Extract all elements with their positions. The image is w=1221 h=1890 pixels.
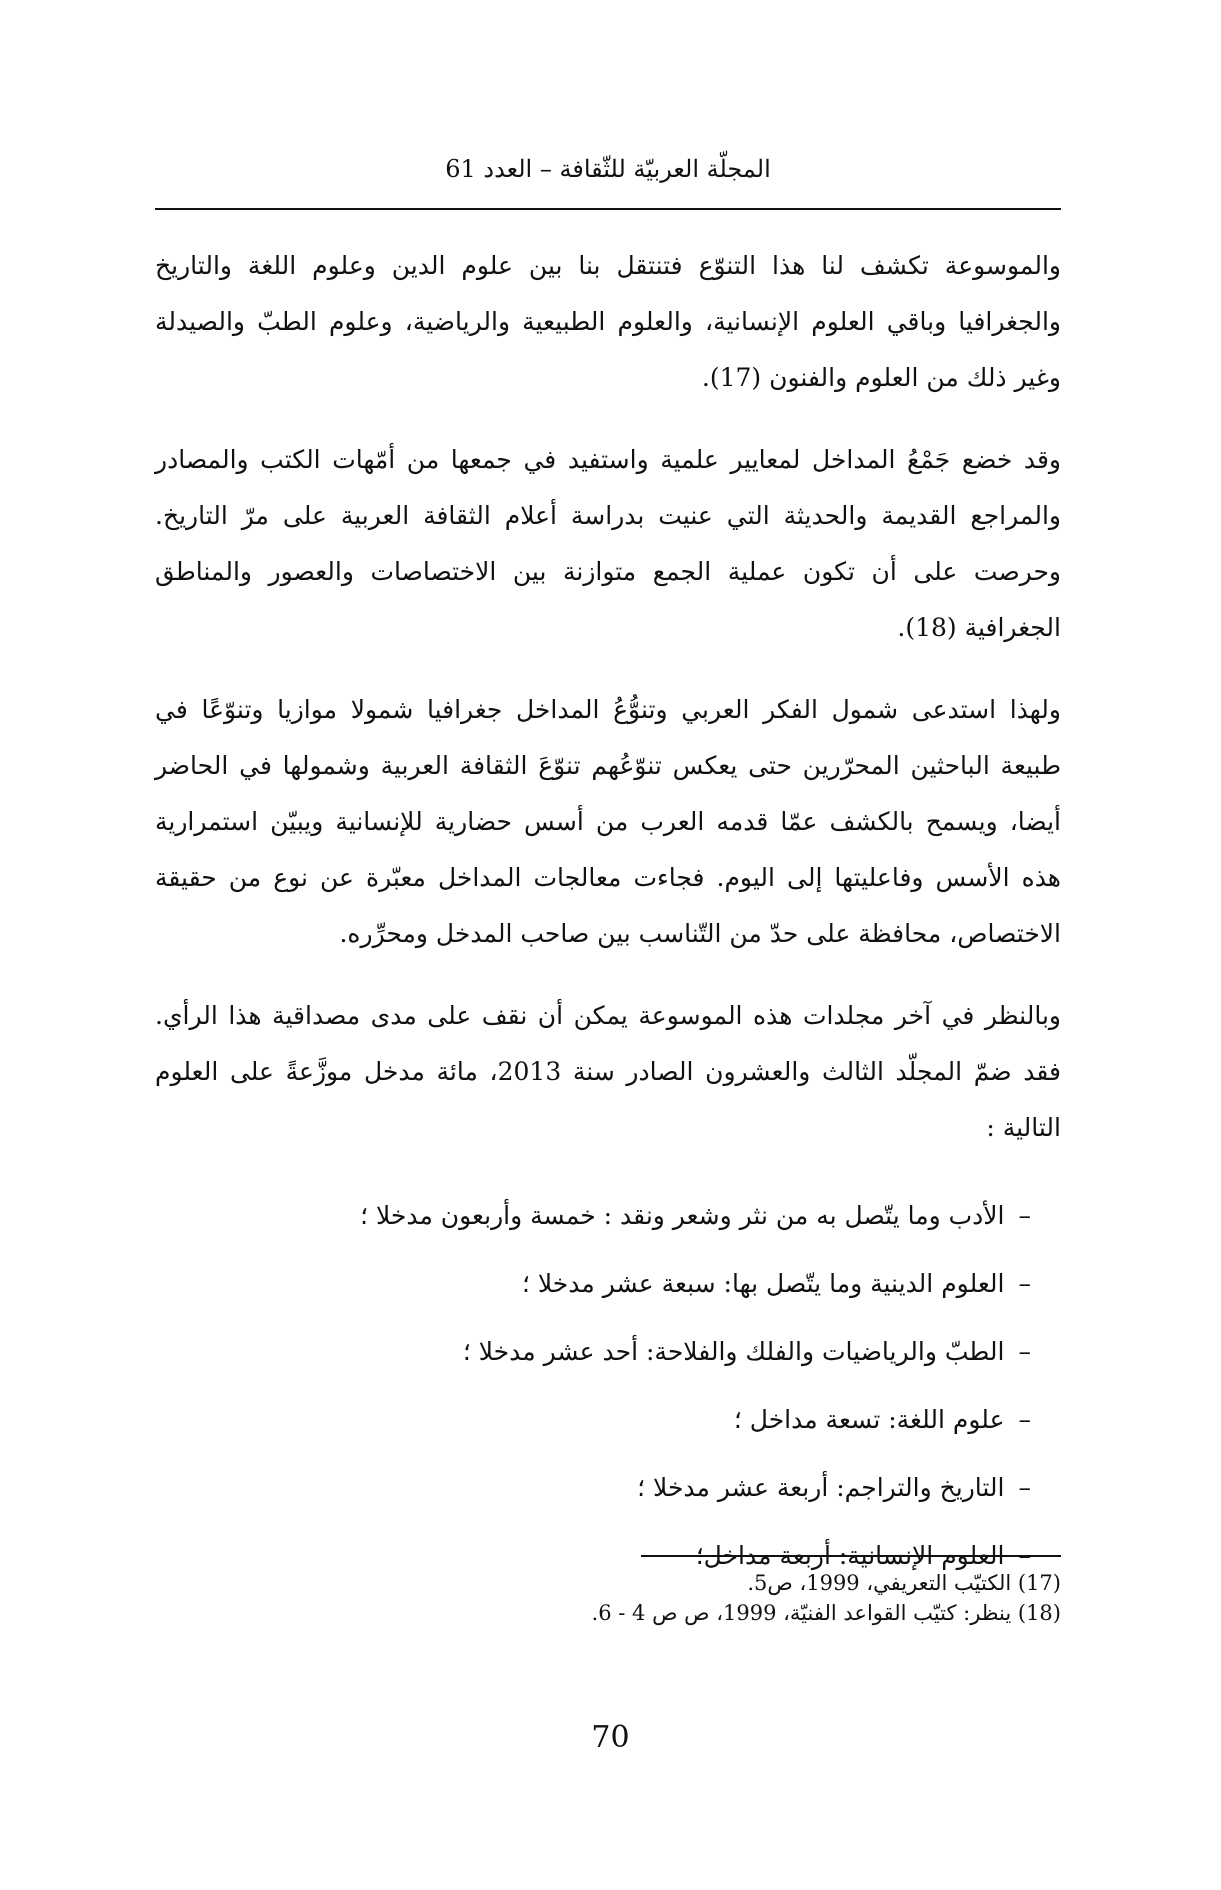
- page-number: 70: [591, 1720, 630, 1755]
- dash-bullet-icon: –: [1018, 1541, 1031, 1570]
- list-item: –العلوم الإنسانية: أربعة مداخل؛: [695, 1541, 1031, 1570]
- footnote-18: (18) ينظر: كتيّب القواعد الفنيّة، 1999، ص ص 4 - 6.: [591, 1601, 1061, 1625]
- list-item: –التاريخ والتراجم: أربعة عشر مدخلا ؛: [637, 1473, 1031, 1502]
- header-divider: [155, 208, 1061, 210]
- footnotes: [155, 1568, 1061, 1628]
- running-header: المجلّة العربيّة للثّقافة – العدد 61: [445, 155, 771, 183]
- paragraph-1: والموسوعة تكشف لنا هذا التنوّع فتنتقل بنا بين علوم الدين وعلوم اللغة والتاريخ والجغرافيا وباقي العلوم الإنسانية، والعلوم الطبيعية والرياضية، وعلوم الطبّ والصيدلة وغير ذلك من العلوم والفنون (17).: [155, 251, 1061, 392]
- paragraph-3: ولهذا استدعى شمول الفكر العربي وتنوُّعُ المداخل جغرافيا شمولا موازيا وتنوّعًا في طبيعة الباحثين المحرّرين حتى يعكس تنوّعُهم تنوّعَ الثقافة العربية وشمولها في الحاضر أيضا، ويسمح بالكشف عمّا قدمه العرب من أسس حضارية للإنسانية ويبيّن استمرارية هذه الأسس وفاعليتها إلى اليوم. فجاءت معالجات المداخل معبّرة عن نوع من حقيقة الاختصاص، محافظة على حدّ من التّناسب بين صاحب المدخل ومحرِّره.: [155, 695, 1061, 948]
- topics-list: [155, 1182, 1061, 1590]
- list-item: –الطبّ والرياضيات والفلك والفلاحة: أحد عشر مدخلا ؛: [462, 1337, 1031, 1366]
- dash-bullet-icon: –: [1018, 1405, 1031, 1434]
- footnote-17: (17) الكتيّب التعريفي، 1999، ص5.: [747, 1571, 1061, 1595]
- list-item: –الأدب وما يتّصل به من نثر وشعر ونقد : خمسة وأربعون مدخلا ؛: [360, 1201, 1031, 1230]
- paragraph-2: وقد خضع جَمْعُ المداخل لمعايير علمية واستفيد في جمعها من أمّهات الكتب والمصادر والمراجع القديمة والحديثة التي عنيت بدراسة أعلام الثقافة العربية على مرّ التاريخ. وحرصت على أن تكون عملية الجمع متوازنة بين الاختصاصات والعصور والمناطق الجغرافية (18).: [155, 445, 1061, 642]
- dash-bullet-icon: –: [1018, 1269, 1031, 1298]
- dash-bullet-icon: –: [1018, 1201, 1031, 1230]
- list-item: –علوم اللغة: تسعة مداخل ؛: [733, 1405, 1031, 1434]
- body-text: [155, 238, 1061, 1590]
- dash-bullet-icon: –: [1018, 1473, 1031, 1502]
- list-item: –العلوم الدينية وما يتّصل بها: سبعة عشر مدخلا ؛: [521, 1269, 1031, 1298]
- dash-bullet-icon: –: [1018, 1337, 1031, 1366]
- footnote-divider: [641, 1555, 1061, 1557]
- paragraph-4: وبالنظر في آخر مجلدات هذه الموسوعة يمكن أن نقف على مدى مصداقية هذا الرأي. فقد ضمّ المجلّد الثالث والعشرون الصادر سنة 2013، مائة مدخل موزَّعةً على العلوم التالية :: [155, 1001, 1061, 1142]
